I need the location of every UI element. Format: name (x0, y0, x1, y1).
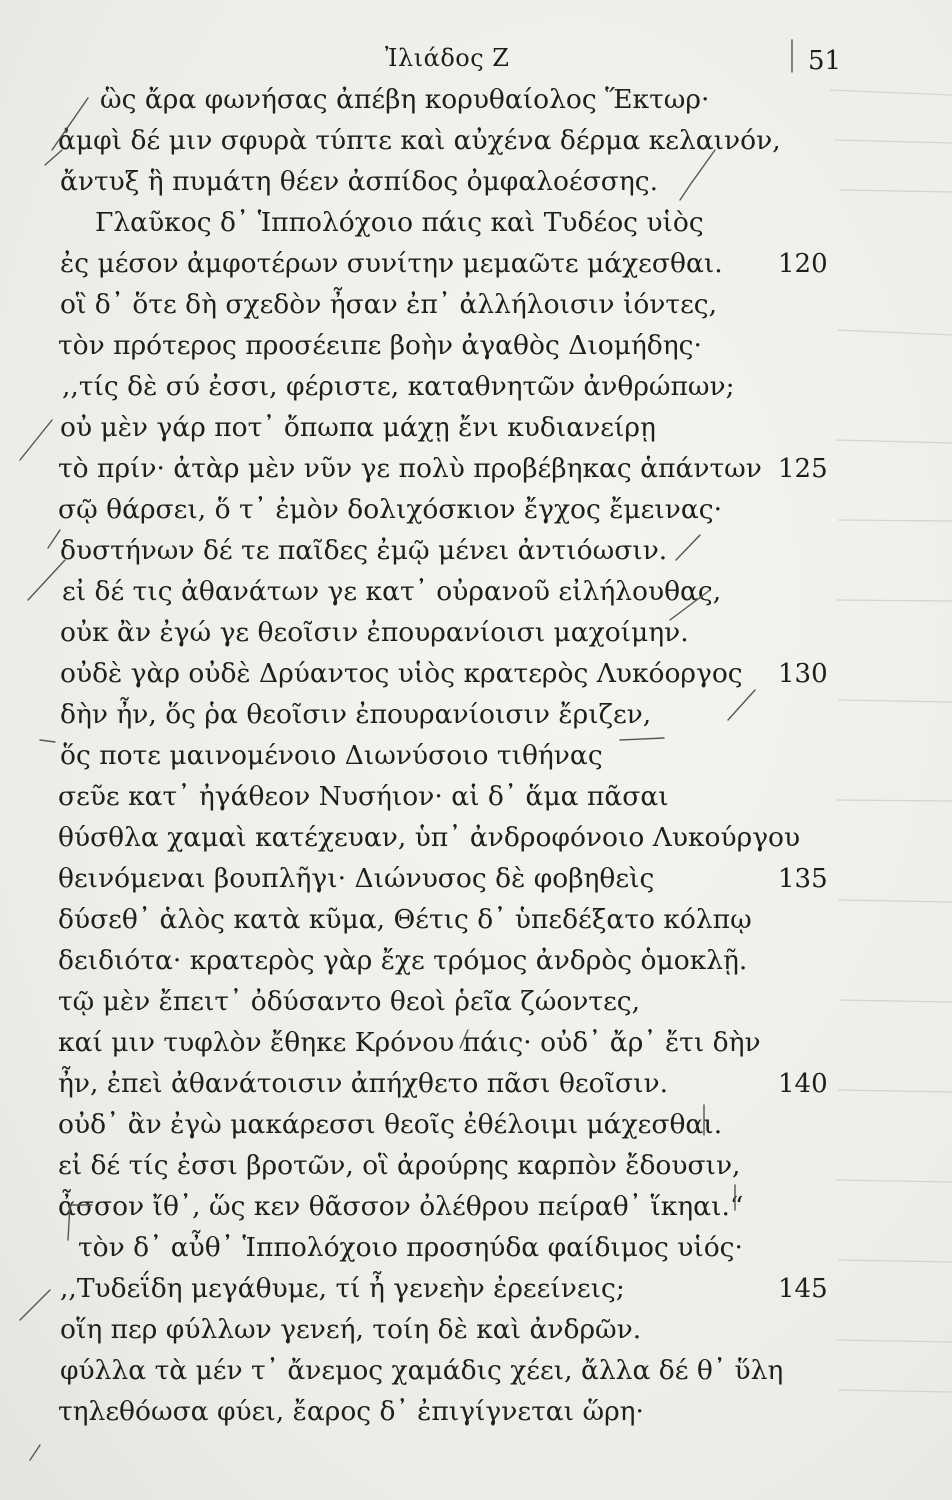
verse-line: δειδιότα· κρατερὸς γὰρ ἔχε τρόμος ἀνδρὸς ὁμοκλῇ. (58, 945, 748, 976)
verse-line: ὅς ποτε μαινομένοιο Διωνύσοιο τιθήνας (60, 740, 603, 771)
running-head-title: Ἰλιάδος Ζ (385, 44, 510, 72)
verse-line: δὴν ἦν, ὅς ῥα θεοῖσιν ἐπουρανίοισιν ἔριζεν, (60, 699, 652, 730)
verse-line: τὸν πρότερος προσέειπε βοὴν ἀγαθὸς Διομήδης· (58, 330, 702, 361)
verse-line: ἆσσον ἴθ᾽, ὥς κεν θᾶσσον ὀλέθρου πείραθ᾽ ἵκηαι.“ (58, 1191, 744, 1222)
verse-line: ὣς ἄρα φωνήσας ἀπέβη κορυθαίολος Ἕκτωρ· (100, 84, 710, 115)
pencil-bracket-mark (40, 740, 55, 742)
verse-line: δύσεθ᾽ ἁλὸς κατὰ κῦμα, Θέτις δ᾽ ὑπεδέξατο κόλπῳ (58, 904, 752, 935)
verse-line: Γλαῦκος δ᾽ Ἱππολόχοιο πάις καὶ Τυδέος υἱὸς (95, 207, 704, 238)
verse-line: φύλλα τὰ μέν τ᾽ ἄνεμος χαμάδις χέει, ἄλλα δέ θ᾽ ὕλη (60, 1355, 784, 1386)
pencil-slash-mark (30, 1445, 40, 1460)
verse-line: εἰ δέ τίς ἐσσι βροτῶν, οἳ ἀρούρης καρπὸν ἔδουσιν, (58, 1150, 741, 1181)
verse-line: ,,Τυδεΐδη μεγάθυμε, τί ἦ γενεὴν ἐρεείνεις; (60, 1273, 625, 1304)
verse-line: οὐδ᾽ ἂν ἐγὼ μακάρεσσι θεοῖς ἐθέλοιμι μάχεσθαι. (58, 1109, 723, 1140)
pencil-slash-mark (20, 420, 52, 460)
verse-line: σεῦε κατ᾽ ἠγάθεον Νυσήιον· αἱ δ᾽ ἅμα πᾶσαι (58, 781, 669, 812)
pencil-slash-mark (728, 690, 755, 720)
verse-line: τῷ μὲν ἔπειτ᾽ ὀδύσαντο θεοὶ ῥεῖα ζώοντες, (58, 986, 641, 1017)
verse-line: οὐκ ἂν ἐγώ γε θεοῖσιν ἐπουρανίοισι μαχοίμην. (60, 617, 689, 648)
line-number: 130 (778, 659, 828, 689)
verse-line: οἵη περ φύλλων γενεή, τοίη δὲ καὶ ἀνδρῶν. (60, 1314, 642, 1345)
line-number: 120 (778, 249, 828, 279)
line-number: 140 (778, 1069, 828, 1099)
verse-line: οὐ μὲν γάρ ποτ᾽ ὄπωπα μάχῃ ἔνι κυδιανείρῃ (60, 412, 656, 443)
verse-line: ἄντυξ ἣ πυμάτη θέεν ἀσπίδος ὀμφαλοέσσης. (60, 166, 659, 197)
pencil-dash-mark (620, 738, 664, 740)
verse-line: τὸν δ᾽ αὖθ᾽ Ἱππολόχοιο προσηύδα φαίδιμος υἱός· (78, 1232, 743, 1263)
verse-line: οὐδὲ γὰρ οὐδὲ Δρύαντος υἱὸς κρατερὸς Λυκόοργος (60, 658, 743, 689)
verse-line: ,,τίς δὲ σύ ἐσσι, φέριστε, καταθνητῶν ἀνθρώπων; (62, 371, 735, 402)
verse-line: ἦν, ἐπεὶ ἀθανάτοισιν ἀπήχθετο πᾶσι θεοῖσιν. (58, 1068, 669, 1099)
verse-line: οἳ δ᾽ ὅτε δὴ σχεδὸν ἦσαν ἐπ᾽ ἀλλήλοισιν ἰόντες, (60, 289, 718, 320)
verse-line: θύσθλα χαμαὶ κατέχευαν, ὑπ᾽ ἀνδροφόνοιο Λυκούργου (58, 822, 801, 853)
pencil-slash-mark (48, 530, 60, 548)
line-number: 145 (778, 1274, 828, 1304)
verse-line: ἀμφὶ δέ μιν σφυρὰ τύπτε καὶ αὐχένα δέρμα κελαινόν, (58, 125, 781, 156)
verse-line: δυστήνων δέ τε παῖδες ἐμῷ μένει ἀντιόωσιν. (60, 535, 668, 566)
verse-line: σῷ θάρσει, ὅ τ᾽ ἐμὸν δολιχόσκιον ἔγχος ἔμεινας· (58, 494, 723, 525)
pencil-slash-mark (20, 1290, 50, 1320)
verse-line: ἐς μέσον ἀμφοτέρων συνίτην μεμαῶτε μάχεσθαι. (60, 248, 723, 279)
verse-line: καί μιν τυφλὸν ἔθηκε Κρόνου πάις· οὐδ᾽ ἄρ᾽ ἔτι δὴν (58, 1027, 761, 1058)
verse-line: εἰ δέ τις ἀθανάτων γε κατ᾽ οὐρανοῦ εἰλήλουθας, (62, 576, 722, 607)
page-number: 51 (808, 46, 842, 76)
line-number: 135 (778, 864, 828, 894)
verse-line: θεινόμεναι βουπλῆγι· Διώνυσος δὲ φοβηθεὶς (58, 863, 655, 894)
verse-line: τὸ πρίν· ἀτὰρ μὲν νῦν γε πολὺ προβέβηκας ἁπάντων (58, 453, 762, 484)
line-number: 125 (778, 454, 828, 484)
verse-line: τηλεθόωσα φύει, ἔαρος δ᾽ ἐπιγίγνεται ὥρη· (58, 1396, 644, 1427)
pencil-slash-mark (676, 535, 700, 560)
